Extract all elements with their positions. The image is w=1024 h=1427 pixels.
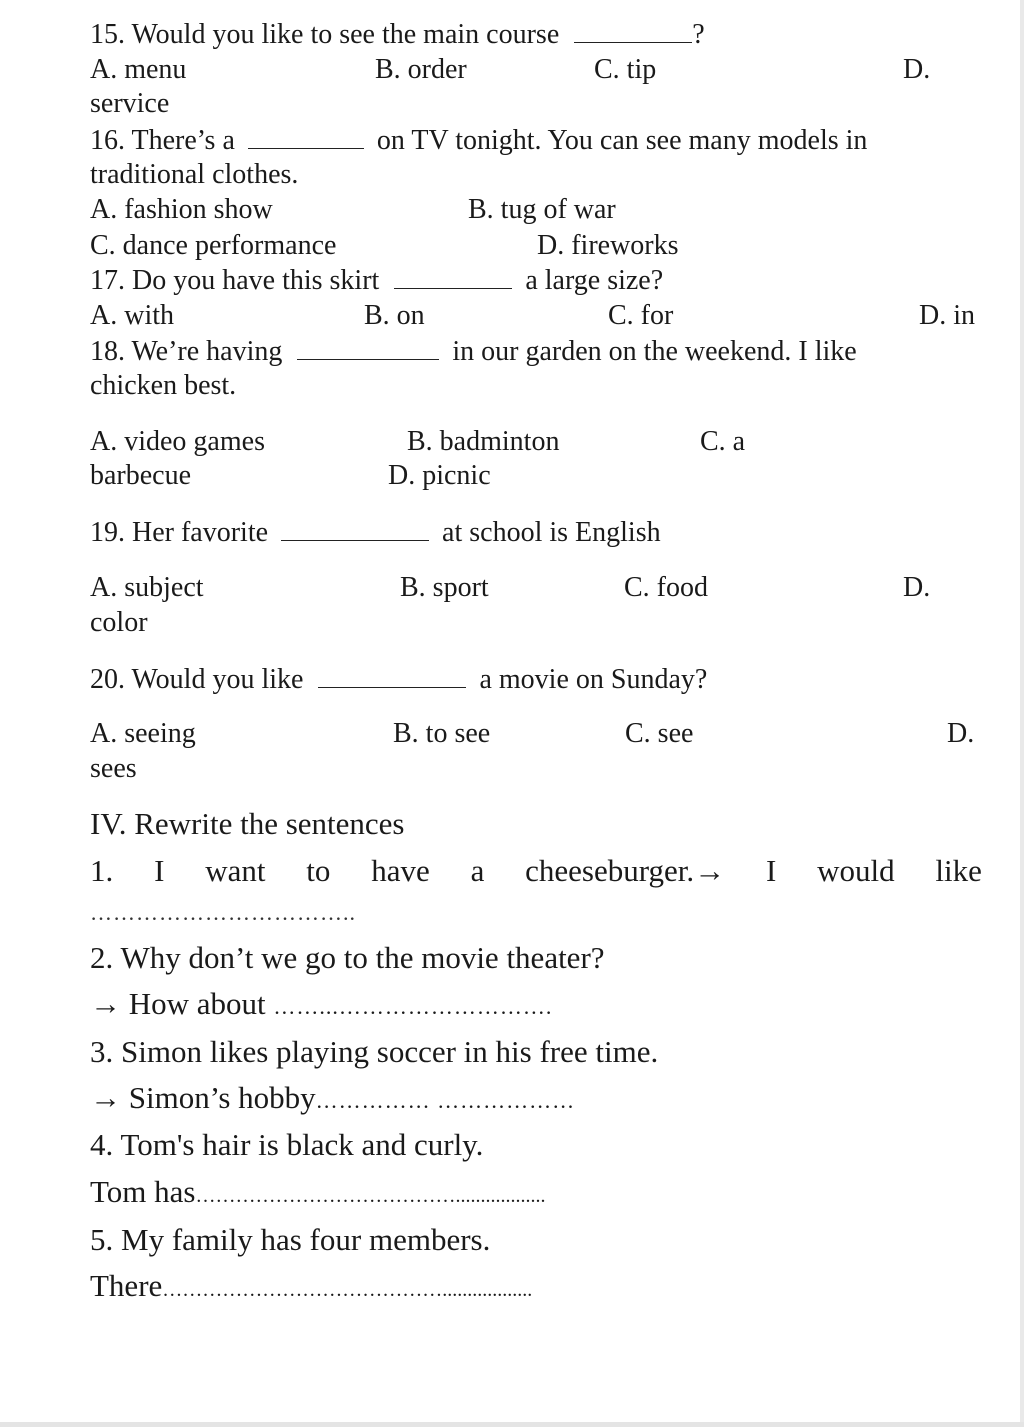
word: want bbox=[205, 853, 266, 888]
rewrite-prompt-3 bbox=[90, 1080, 575, 1119]
option-a: A. subject bbox=[90, 572, 204, 603]
word: cheeseburger.→ bbox=[525, 853, 726, 888]
question-16 bbox=[90, 124, 867, 157]
option-c: C. see bbox=[625, 718, 694, 749]
word: a bbox=[470, 853, 485, 888]
question-19-rest: at school is English bbox=[442, 517, 661, 548]
question-19-text: 19. Her favorite bbox=[90, 517, 269, 548]
option-d-continued: color bbox=[90, 607, 148, 638]
rewrite-prompt-2 bbox=[90, 986, 552, 1025]
answer-blank bbox=[394, 264, 512, 289]
option-d: D. bbox=[903, 572, 931, 603]
option-d: D. picnic bbox=[388, 460, 491, 491]
rewrite-sentence-3: 3. Simon likes playing soccer in his free time. bbox=[90, 1034, 659, 1069]
word: I bbox=[154, 853, 165, 888]
option-a: A. with bbox=[90, 300, 174, 331]
word: to bbox=[306, 853, 331, 888]
option-d: D. in bbox=[919, 300, 975, 331]
option-b: B. to see bbox=[393, 718, 491, 749]
answer-blank bbox=[281, 516, 429, 541]
option-d-continued: sees bbox=[90, 753, 137, 784]
question-15-text: 15. Would you like to see the main course bbox=[90, 19, 560, 50]
question-20-text: 20. Would you like bbox=[90, 664, 304, 695]
question-19 bbox=[90, 516, 661, 549]
question-20-rest: a movie on Sunday? bbox=[479, 664, 708, 695]
question-16-continued: traditional clothes. bbox=[90, 159, 299, 190]
answer-blank bbox=[297, 335, 439, 360]
prompt-text: There bbox=[90, 1268, 163, 1303]
rewrite-sentence-4: 4. Tom's hair is black and curly. bbox=[90, 1127, 484, 1162]
option-a: A. fashion show bbox=[90, 194, 273, 225]
option-d: D. bbox=[947, 718, 975, 749]
prompt-text: → Simon’s hobby bbox=[90, 1080, 316, 1115]
section-heading: IV. Rewrite the sentences bbox=[90, 806, 405, 841]
question-17-text: 17. Do you have this skirt bbox=[90, 265, 380, 296]
answer-dotted-line: …………………………….. bbox=[90, 900, 356, 925]
prompt-text: Tom has bbox=[90, 1174, 196, 1209]
answer-dotted-line: …………… ……………… bbox=[315, 1088, 576, 1113]
page-edge-shadow bbox=[1020, 0, 1024, 1427]
question-18-continued: chicken best. bbox=[90, 370, 237, 401]
word: have bbox=[371, 853, 430, 888]
option-c: C. tip bbox=[594, 54, 657, 85]
question-16-text: 16. There’s a bbox=[90, 125, 235, 156]
option-b: B. order bbox=[375, 54, 467, 85]
option-d-continued: service bbox=[90, 88, 170, 119]
question-15-end: ? bbox=[692, 19, 705, 50]
option-b: B. badminton bbox=[407, 426, 560, 457]
question-17 bbox=[90, 264, 663, 297]
question-20 bbox=[90, 663, 707, 696]
question-17-rest: a large size? bbox=[525, 265, 664, 296]
rewrite-prompt-5 bbox=[90, 1268, 532, 1308]
question-16-rest: on TV tonight. You can see many models in bbox=[376, 125, 868, 156]
option-c: C. food bbox=[624, 572, 708, 603]
option-b: B. tug of war bbox=[468, 194, 616, 225]
option-c-continued: barbecue bbox=[90, 460, 192, 491]
word: would bbox=[817, 853, 895, 888]
question-18 bbox=[90, 335, 857, 368]
word: 1. bbox=[90, 853, 114, 888]
page-bottom-edge bbox=[0, 1422, 1024, 1427]
answer-dotted-line: …………………………………….................. bbox=[162, 1279, 533, 1301]
option-a: A. seeing bbox=[90, 718, 196, 749]
option-a: A. video games bbox=[90, 426, 265, 457]
option-c: C. a bbox=[700, 426, 746, 457]
option-b: B. sport bbox=[400, 572, 489, 603]
answer-blank bbox=[574, 18, 692, 43]
answer-blank bbox=[318, 663, 466, 688]
rewrite-sentence-5: 5. My family has four members. bbox=[90, 1222, 491, 1257]
prompt-text: → How about bbox=[90, 986, 266, 1021]
question-18-rest: in our garden on the weekend. I like bbox=[452, 336, 857, 367]
answer-blank bbox=[248, 124, 364, 149]
option-a: A. menu bbox=[90, 54, 187, 85]
rewrite-sentence-1 bbox=[90, 853, 982, 889]
option-d: D. fireworks bbox=[537, 230, 679, 261]
option-b: B. on bbox=[364, 300, 425, 331]
word: like bbox=[935, 853, 982, 888]
option-c: C. dance performance bbox=[90, 230, 337, 261]
word: I bbox=[765, 853, 777, 888]
question-18-text: 18. We’re having bbox=[90, 336, 283, 367]
question-15 bbox=[90, 18, 705, 51]
option-d: D. bbox=[903, 54, 931, 85]
answer-dotted-line: ………………………………….................. bbox=[195, 1185, 546, 1207]
rewrite-sentence-2: 2. Why don’t we go to the movie theater? bbox=[90, 940, 605, 975]
rewrite-prompt-4 bbox=[90, 1174, 545, 1214]
option-c: C. for bbox=[608, 300, 674, 331]
answer-dotted-line: ……...………………………. bbox=[273, 994, 553, 1019]
